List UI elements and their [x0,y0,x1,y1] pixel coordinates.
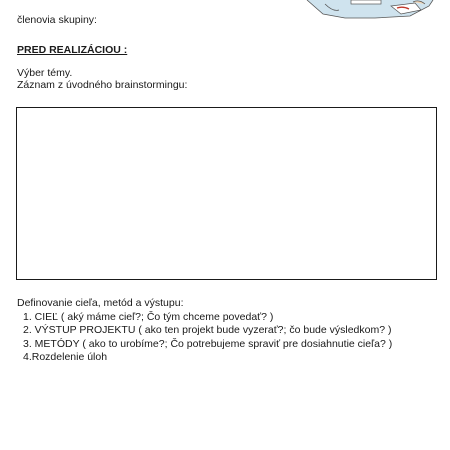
list-item-output: 2. VÝSTUP PROJEKTU ( ako ten projekt bude vyzerať?; čo bude výsledkom? ) [23,324,392,336]
people-at-table-illustration-icon [305,0,435,22]
brainstorm-writing-area[interactable] [16,107,437,280]
list-item-methods: 3. METÓDY ( ako to urobíme?; Čo potrebujeme spraviť pre dosiahnutie cieľa? ) [23,337,393,350]
list-item-goal: 1. CIEĽ ( aký máme cieľ?; Čo tým chceme povedať? ) [23,310,274,323]
top-text-fragment [16,0,66,4]
topic-selection-label: Výber témy. [17,67,73,79]
definition-list [17,311,392,365]
list-item-tasks: 4.Rozdelenie úloh [23,351,108,363]
before-realization-heading: PRED REALIZÁCIOU : [17,44,128,56]
definition-section [17,297,392,365]
brainstorm-record-label: Záznam z úvodného brainstormingu: [17,79,188,91]
group-members-label: členovia skupiny: [17,14,97,26]
definition-intro: Definovanie cieľa, metód a výstupu: [17,297,184,309]
